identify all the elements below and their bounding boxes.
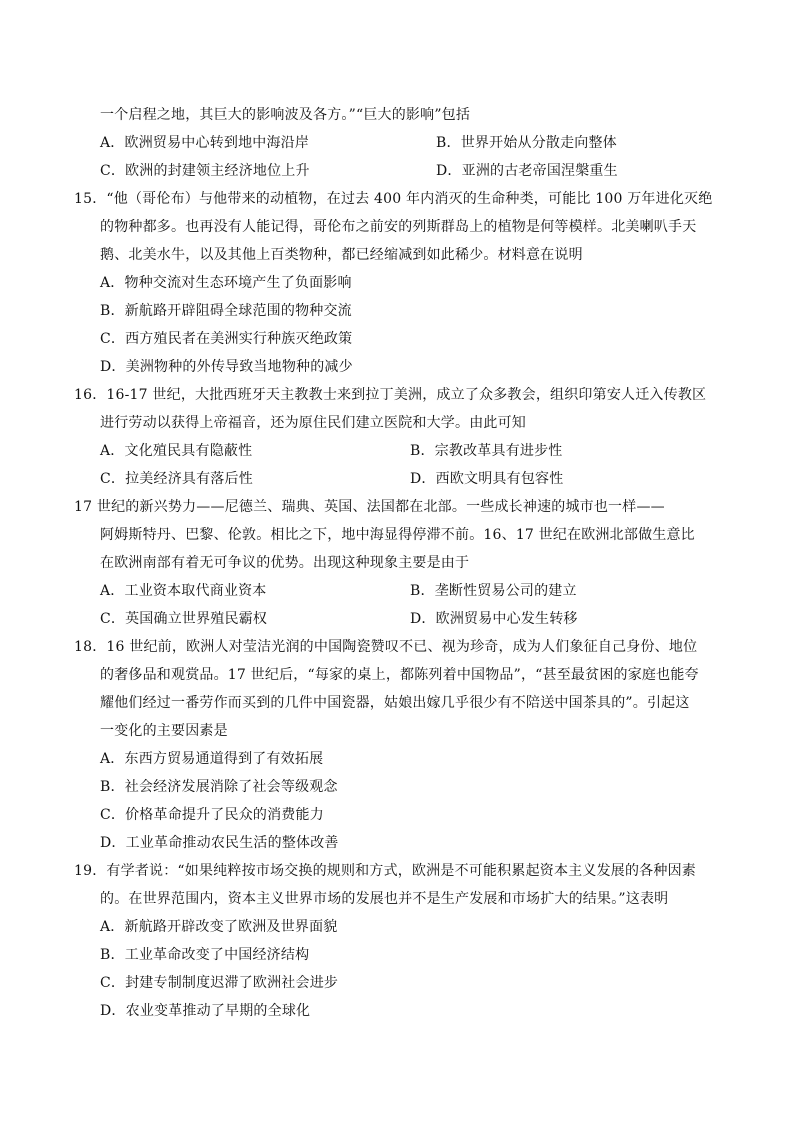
q19-stem-line-1: 19．有学者说：“如果纯粹按市场交换的规则和方式，欧洲是不可能积累起资本主义发展的各种因素 [74,863,696,879]
q17-stem-line-2: 阿姆斯特丹、巴黎、伦敦。相比之下，地中海显得停滞不前。16、17 世纪在欧洲北部做生意比 [100,527,695,543]
q17-stem-line-3: 在欧洲南部有着无可争议的优势。出现这种现象主要是由于 [100,555,470,571]
q14-option-b: B．世界开始从分散走向整体 [436,135,617,151]
q17-stem-line-1: 17 世纪的新兴势力——尼德兰、瑞典、英国、法国都在北部。一些成长神速的城市也一样—— [74,499,665,515]
q17-option-a: A．工业资本取代商业资本 [100,583,267,599]
q17-option-c: C．英国确立世界殖民霸权 [100,611,268,627]
q16-option-d: D．西欧文明具有包容性 [410,471,564,487]
q15-option-d: D．美洲物种的外传导致当地物种的减少 [100,359,353,375]
q16-option-c: C．拉美经济具有落后性 [100,471,253,487]
q15-option-b: B．新航路开辟阻碍全球范围的物种交流 [100,303,352,319]
q15-option-a: A．物种交流对生态环境产生了负面影响 [100,275,352,291]
q14-option-c: C．欧洲的封建领主经济地位上升 [100,163,310,179]
q15-option-c: C．西方殖民者在美洲实行种族灭绝政策 [100,331,353,347]
q15-stem-line-2: 的物种都多。也再没有人能记得，哥伦布之前安的列斯群岛上的植物是何等模样。北美喇叭手天 [100,219,697,235]
q18-stem-line-3: 耀他们经过一番劳作而买到的几件中国瓷器，姑娘出嫁几乎很少有不陪送中国茶具的”。引起这 [100,695,690,711]
q17-option-b: B．垄断性贸易公司的建立 [410,583,577,599]
q19-option-b: B．工业革命改变了中国经济结构 [100,947,310,963]
q19-stem-line-2: 的。在世界范围内，资本主义世界市场的发展也并不是生产发展和市场扩大的结果。”这表明 [100,891,669,907]
q16-option-a: A．文化殖民具有隐蔽性 [100,443,253,459]
q16-option-b: B．宗教改革具有进步性 [410,443,563,459]
q18-stem-line-2: 的奢侈品和观赏品。17 世纪后，“每家的桌上，都陈列着中国物品”，“甚至最贫困的家庭也能夸 [100,667,699,683]
q14-option-a: A．欧洲贸易中心转到地中海沿岸 [100,135,310,151]
q17-option-d: D．欧洲贸易中心发生转移 [410,611,578,627]
q15-stem-line-3: 鹅、北美水牛，以及其他上百类物种，都已经缩减到如此稀少。材料意在说明 [100,247,583,263]
q15-stem-line-1: 15．“他（哥伦布）与他带来的动植物，在过去 400 年内消灭的生命种类，可能比 100 万年进化灭绝 [74,191,713,207]
q16-stem-line-2: 进行劳动以获得上帝福音，还为原住民们建立医院和大学。由此可知 [100,415,526,431]
q18-stem-line-1: 18．16 世纪前，欧洲人对莹洁光润的中国陶瓷赞叹不已、视为珍奇，成为人们象征自己身份、地位 [74,639,698,655]
q18-option-c: C．价格革命提升了民众的消费能力 [100,807,324,823]
q18-option-b: B．社会经济发展消除了社会等级观念 [100,779,338,795]
q19-option-d: D．农业变革推动了早期的全球化 [100,1003,311,1019]
q19-option-c: C．封建专制制度迟滞了欧洲社会进步 [100,975,339,991]
q18-stem-line-4: 一变化的主要因素是 [100,723,228,739]
q14-option-d: D．亚洲的古老帝国涅槃重生 [436,163,618,179]
q19-option-a: A．新航路开辟改变了欧洲及世界面貌 [100,919,338,935]
q18-option-d: D．工业革命推动农民生活的整体改善 [100,835,339,851]
q16-stem-line-1: 16．16-17 世纪，大批西班牙天主教教士来到拉丁美洲，成立了众多教会，组织印第安人迁入传教区 [74,387,707,403]
q14-stem-tail: 一个启程之地，其巨大的影响波及各方。”“巨大的影响”包括 [100,107,471,123]
q18-option-a: A．东西方贸易通道得到了有效拓展 [100,751,324,767]
